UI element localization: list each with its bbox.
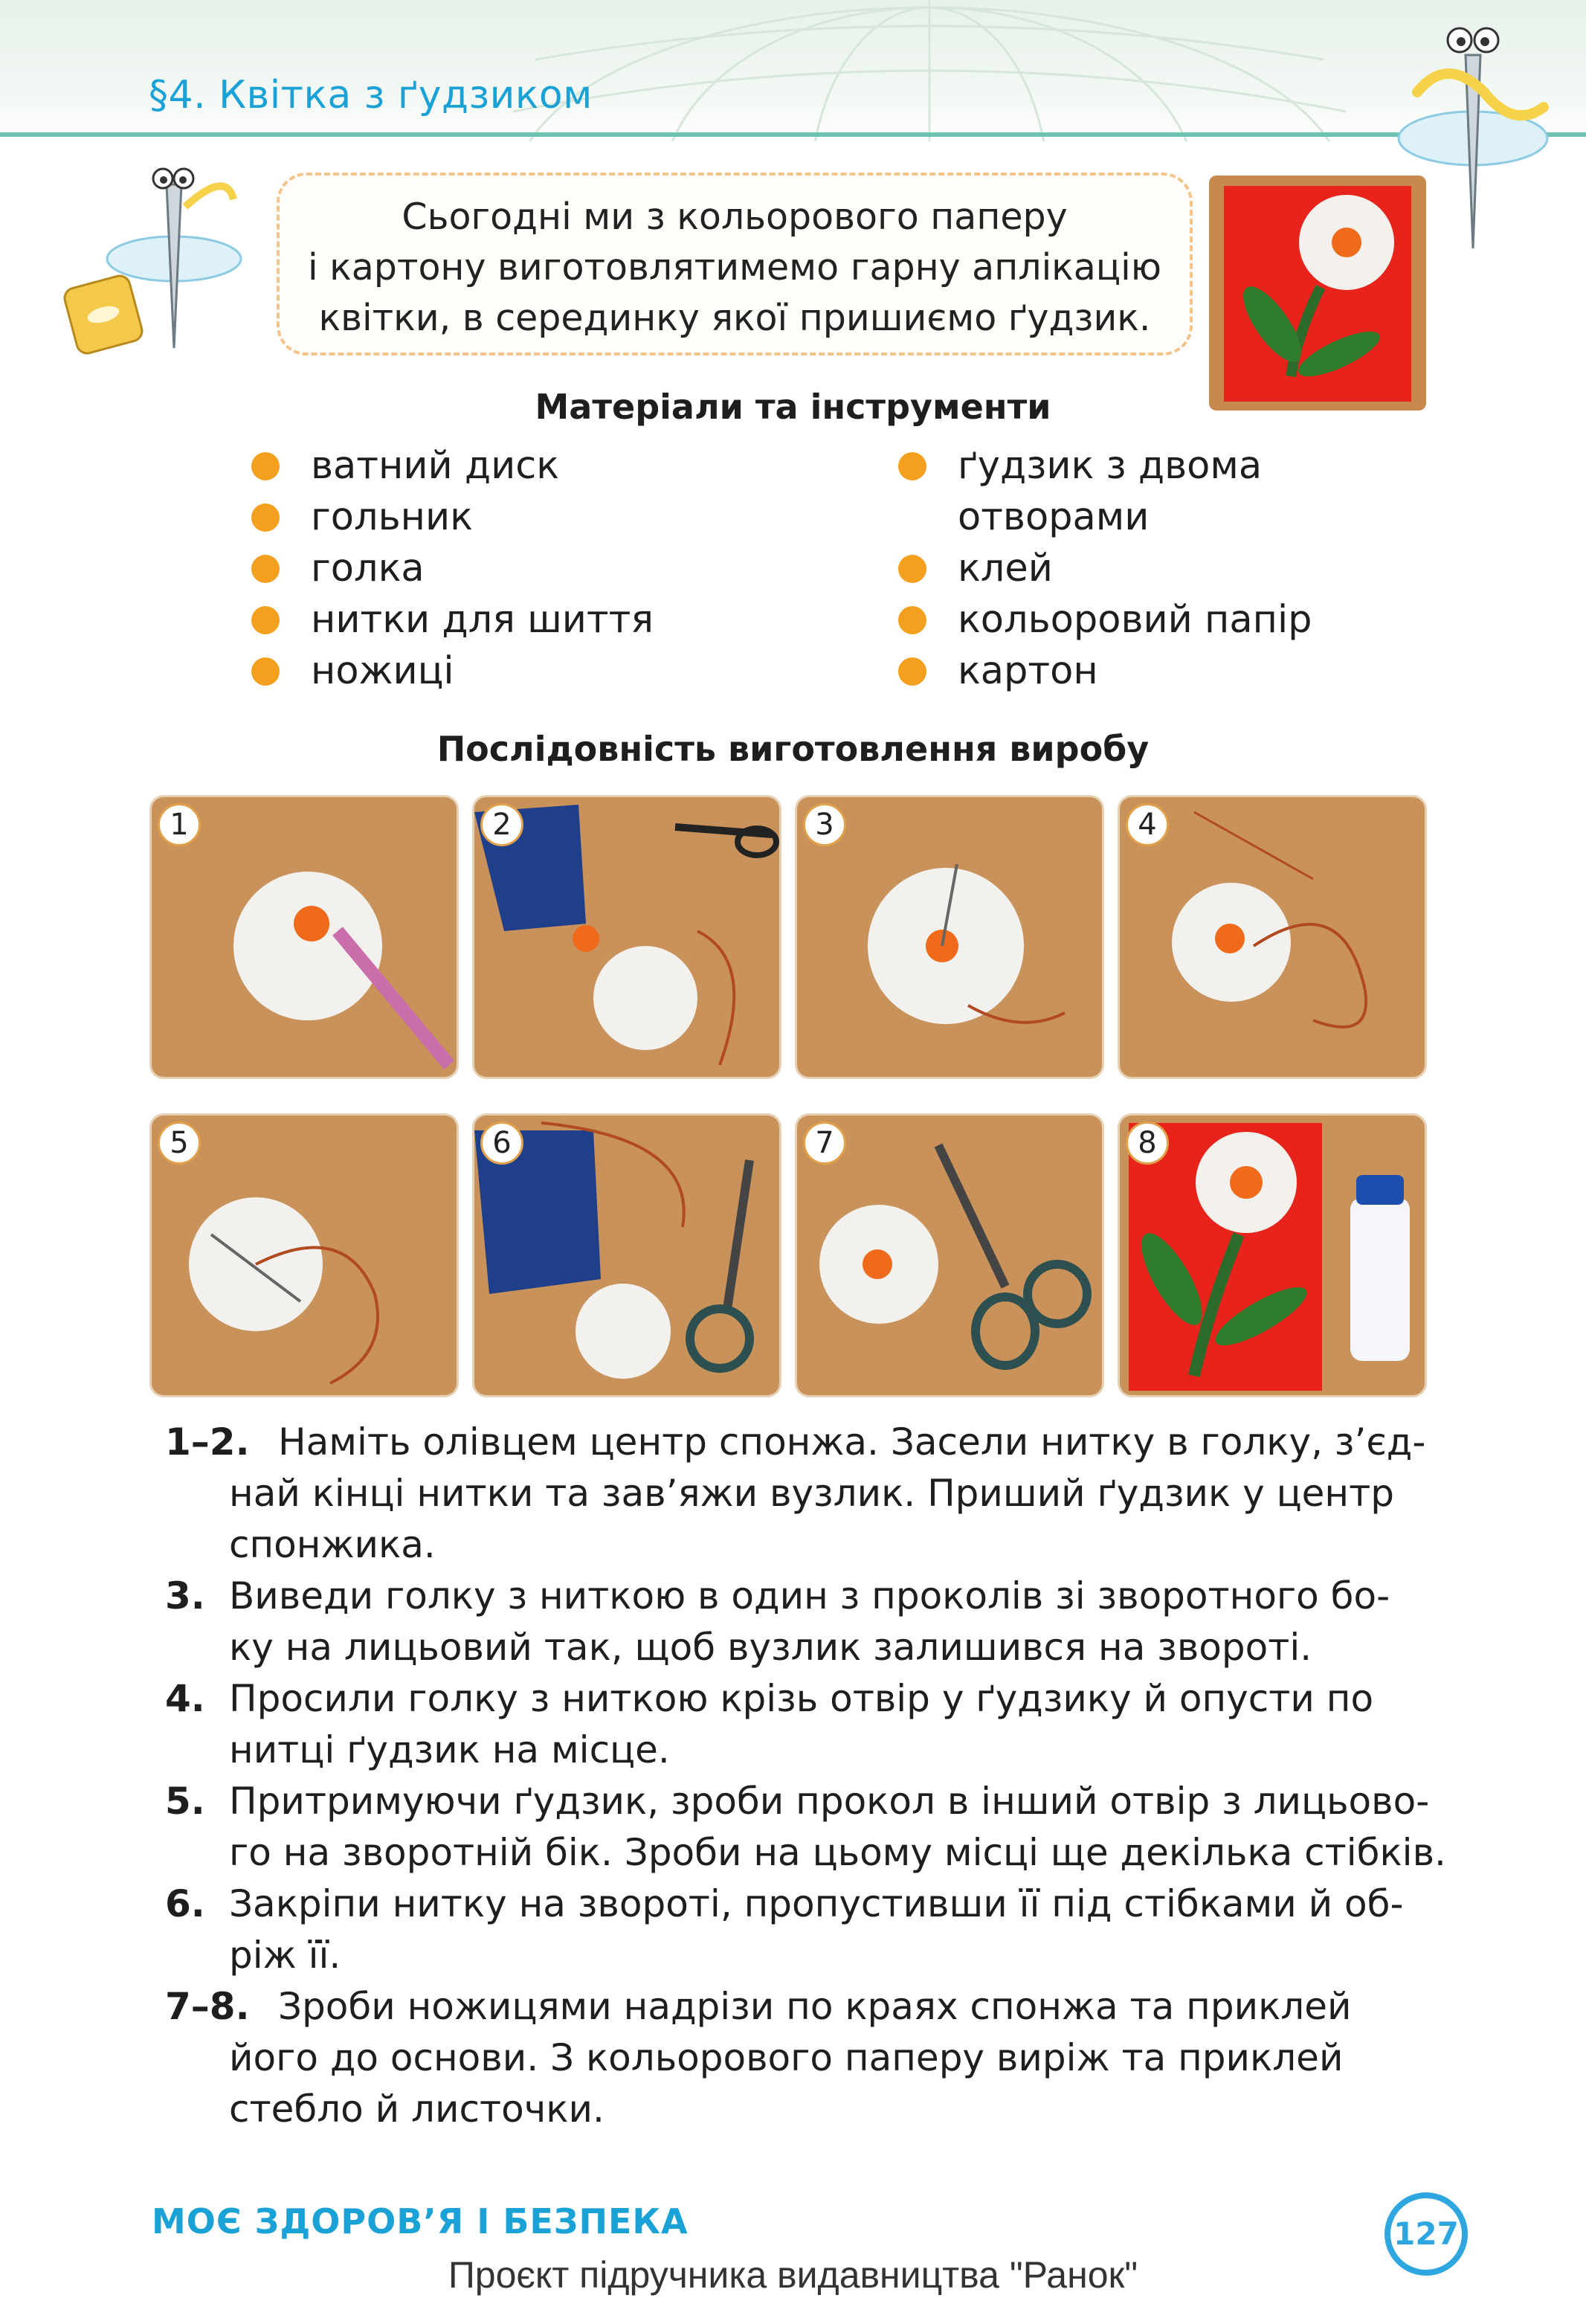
instruction-text [229, 1776, 1446, 1879]
materials-heading: Матеріали та інструменти [535, 387, 1051, 427]
step-photo-3 [797, 797, 1102, 1077]
intro-text [280, 192, 1190, 344]
instruction-line: Зроби ножицями надрізи по краях спонжа та приклей [278, 1985, 1352, 2028]
step-number-badge: 2 [480, 803, 523, 846]
bullet-icon [251, 555, 280, 583]
step-photo-8 [1120, 1116, 1425, 1395]
step-photo-4 [1120, 797, 1425, 1077]
step-photo-5 [152, 1116, 457, 1395]
step-photo-6 [474, 1116, 779, 1395]
material-label: ватний диск [311, 444, 560, 488]
bullet-icon [898, 555, 926, 583]
list-item [236, 594, 654, 646]
step-number-badge: 4 [1126, 803, 1169, 846]
instruction-item [165, 1417, 1429, 1571]
material-label: отворами [958, 495, 1150, 539]
material-label: гольник [311, 495, 473, 539]
instruction-text [229, 1417, 1429, 1571]
intro-line: і картону виготовлятимемо гарну аплікацію [307, 246, 1162, 289]
bullet-icon [251, 657, 280, 686]
bullet-icon [251, 452, 280, 480]
globe-grid-decoration [0, 0, 1586, 141]
material-label: нитки для шиття [311, 598, 654, 642]
instruction-label: 4. [165, 1677, 205, 1720]
list-item [236, 492, 654, 543]
step-photo-1 [152, 797, 457, 1077]
step-number-badge: 5 [158, 1121, 201, 1165]
bullet-icon [251, 503, 280, 532]
list-item [236, 646, 654, 697]
step-photo-7 [797, 1116, 1102, 1395]
spool-needle-mascot-icon [62, 162, 256, 363]
instruction-line: Просили голку з ниткою крізь отвір у ґудзику й опусти по [229, 1677, 1374, 1720]
instruction-label: 5. [165, 1780, 205, 1823]
materials-list-left [236, 440, 654, 697]
instruction-text [229, 1673, 1429, 1776]
material-label: голка [311, 547, 425, 590]
bullet-icon [898, 452, 926, 480]
instruction-line: ку на лицьовий так, щоб вузлик залишився на звороті. [229, 1626, 1312, 1669]
instruction-item [165, 1879, 1429, 1981]
list-item [236, 543, 654, 594]
instruction-line: Притримуючи ґудзик, зроби прокол в інший отвір з лицьово- [229, 1780, 1430, 1823]
bullet-icon [898, 657, 926, 686]
instruction-label: 3. [165, 1574, 205, 1618]
materials-list-right [883, 440, 1312, 697]
step-number-badge: 7 [803, 1121, 846, 1165]
step-number-badge: 8 [1126, 1121, 1169, 1165]
instruction-text [229, 1981, 1429, 2135]
footer-project-note: Проєкт підручника видавництва "Ранок" [448, 2254, 1138, 2296]
intro-line: квітки, в серединку якої пришиємо ґудзик. [318, 297, 1151, 339]
finished-flower-photo [1209, 176, 1426, 411]
material-label: кольоровий папір [958, 598, 1312, 642]
instruction-label: 1–2. [165, 1420, 250, 1464]
instruction-line: його до основи. З кольорового паперу виріж та приклей [229, 2036, 1344, 2079]
page-number-badge: 127 [1384, 2192, 1468, 2276]
step-number-badge: 3 [803, 803, 846, 846]
material-label: ножиці [311, 649, 454, 693]
section-title: §4. Квітка з ґудзиком [149, 73, 593, 118]
list-item [883, 543, 1312, 594]
header-band [0, 0, 1586, 141]
list-item [883, 440, 1312, 492]
step-number-badge: 6 [480, 1121, 523, 1165]
instruction-text [229, 1879, 1429, 1981]
bullet-icon [898, 606, 926, 634]
instruction-item [165, 1571, 1429, 1673]
intro-line: Сьогодні ми з кольорового паперу [402, 196, 1068, 238]
instruction-label: 7–8. [165, 1985, 250, 2028]
list-item [883, 594, 1312, 646]
instruction-line: Виведи голку з ниткою в один з проколів зі зворотного бо- [229, 1574, 1390, 1618]
list-item-continuation [883, 492, 1312, 543]
instruction-line: стебло й листочки. [229, 2088, 605, 2131]
material-label: клей [958, 547, 1053, 590]
instruction-line: ріж її. [229, 1934, 341, 1977]
instruction-line: Наміть олівцем центр спонжа. Засели нитку в голку, з’єд- [278, 1420, 1426, 1464]
intro-speech-bubble [277, 173, 1193, 355]
instruction-line: спонжика. [229, 1523, 436, 1566]
bullet-icon [251, 606, 280, 634]
step-number-badge: 1 [158, 803, 201, 846]
material-label: ґудзик з двома [958, 444, 1263, 488]
instruction-item [165, 1776, 1446, 1879]
instructions-list [165, 1417, 1446, 2135]
instruction-item [165, 1673, 1429, 1776]
step-photo-2 [474, 797, 779, 1077]
instruction-label: 6. [165, 1882, 205, 1925]
sequence-heading: Послідовність виготовлення виробу [436, 729, 1150, 769]
list-item [883, 646, 1312, 697]
header-divider [0, 132, 1586, 137]
footer-section-label: МОЄ ЗДОРОВ’Я І БЕЗПЕКА [152, 2201, 689, 2241]
instruction-item [165, 1981, 1429, 2135]
material-label: картон [958, 649, 1098, 693]
instruction-line: го на зворотній бік. Зроби на цьому місці ще декілька стібків. [229, 1831, 1446, 1874]
instruction-text [229, 1571, 1429, 1673]
instruction-line: най кінці нитки та зав’яжи вузлик. Приший ґудзик у центр [229, 1472, 1394, 1515]
instruction-line: Закріпи нитку на звороті, пропустивши її під стібками й об- [229, 1882, 1404, 1925]
list-item [236, 440, 654, 492]
instruction-line: нитці ґудзик на місце. [229, 1728, 670, 1771]
